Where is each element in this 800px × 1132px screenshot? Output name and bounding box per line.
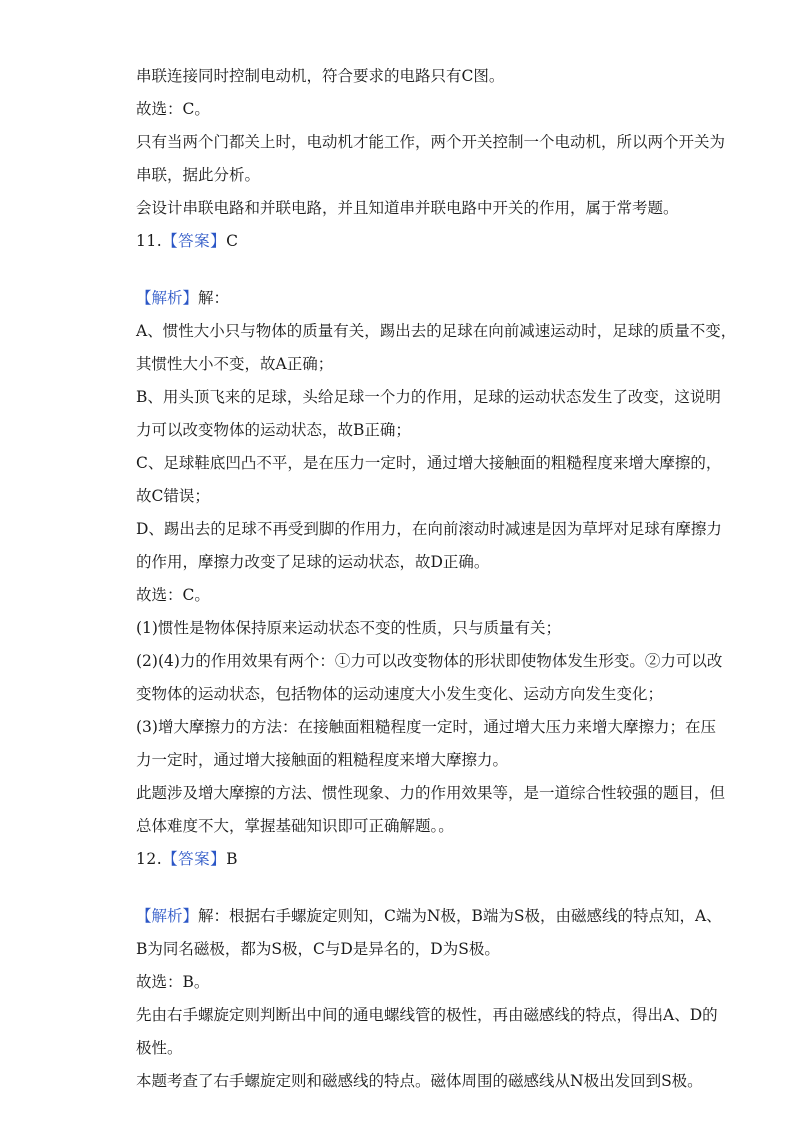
text-line: 总体难度不大，掌握基础知识即可正确解题。。 xyxy=(136,817,454,835)
text-line: 先由右手螺旋定则判断出中间的通电螺线管的极性，再由磁感线的特点，得出A、D的 xyxy=(136,1006,718,1024)
text-line: (2)(4)力的作用效果有两个：①力可以改变物体的形状即使物体发生形变。②力可以改 xyxy=(136,652,723,670)
answer-heading-11 xyxy=(136,231,696,251)
text-line: 故C错误； xyxy=(136,487,210,505)
question-number: 12. xyxy=(136,850,163,868)
text-line: A、惯性大小只与物体的质量有关，踢出去的足球在向前减速运动时，足球的质量不变， xyxy=(136,322,737,340)
text-line: 其惯性大小不变，故A正确； xyxy=(136,355,334,373)
text-line: B为同名磁极，都为S极，C与D是异名的，D为S极。 xyxy=(136,940,500,958)
text-line: (1)惯性是物体保持原来运动状态不变的性质，只与质量有关； xyxy=(136,619,561,637)
answer-heading-12 xyxy=(136,849,696,869)
answer-label: 【答案】 xyxy=(162,850,227,868)
answer-value: B xyxy=(226,850,239,868)
text-line: 变物体的运动状态，包括物体的运动速度大小发生变化、运动方向发生变化； xyxy=(136,685,664,703)
text-line: 此题涉及增大摩擦的方法、惯性现象、力的作用效果等，是一道综合性较强的题目，但 xyxy=(136,784,726,802)
analysis-label: 【解析】 xyxy=(136,907,199,925)
text-line: 故选：C。 xyxy=(136,586,210,604)
text-line: 本题考查了右手螺旋定则和磁感线的特点。磁体周围的磁感线从N极出发回到S极。 xyxy=(136,1072,703,1090)
text-line: 故选：B。 xyxy=(136,973,210,991)
text-line: (3)增大摩擦力的方法：在接触面粗糙程度一定时，通过增大压力来增大摩擦力；在压 xyxy=(136,718,716,736)
text-line: 故选：C。 xyxy=(136,100,210,118)
text-line: 的作用，摩擦力改变了足球的运动状态，故D正确。 xyxy=(136,553,490,571)
text-line: 力一定时，通过增大接触面的粗糙程度来增大摩擦力。 xyxy=(136,751,509,769)
text-line: 力可以改变物体的运动状态，故B正确； xyxy=(136,421,411,439)
text-line: 极性。 xyxy=(136,1039,183,1057)
text-line: 会设计串联电路和并联电路，并且知道串并联电路中开关的作用，属于常考题。 xyxy=(136,199,679,217)
answer-value: C xyxy=(226,232,239,250)
text-line: 只有当两个门都关上时，电动机才能工作，两个开关控制一个电动机，所以两个开关为 xyxy=(136,133,726,151)
answer-label: 【答案】 xyxy=(162,232,227,250)
text-line: B、用头顶飞来的足球，头给足球一个力的作用，足球的运动状态发生了改变，这说明 xyxy=(136,388,721,406)
analysis-heading-12: 【解析】解：根据右手螺旋定则知，C端为N极，B端为S极，由磁感线的特点知，A、 xyxy=(136,907,722,925)
text-line: C、足球鞋底凹凸不平，是在压力一定时，通过增大接触面的粗糙程度来增大摩擦的， xyxy=(136,454,722,472)
text-line: D、踢出去的足球不再受到脚的作用力，在向前滚动时减速是因为草坪对足球有摩擦力 xyxy=(136,520,722,538)
text-line: 串联连接同时控制电动机，符合要求的电路只有C图。 xyxy=(136,67,505,85)
question-number: 11. xyxy=(136,232,163,250)
text-line: 串联，据此分析。 xyxy=(136,166,261,184)
analysis-label: 【解析】 xyxy=(136,289,199,307)
analysis-heading-11: 【解析】解： xyxy=(136,289,230,307)
